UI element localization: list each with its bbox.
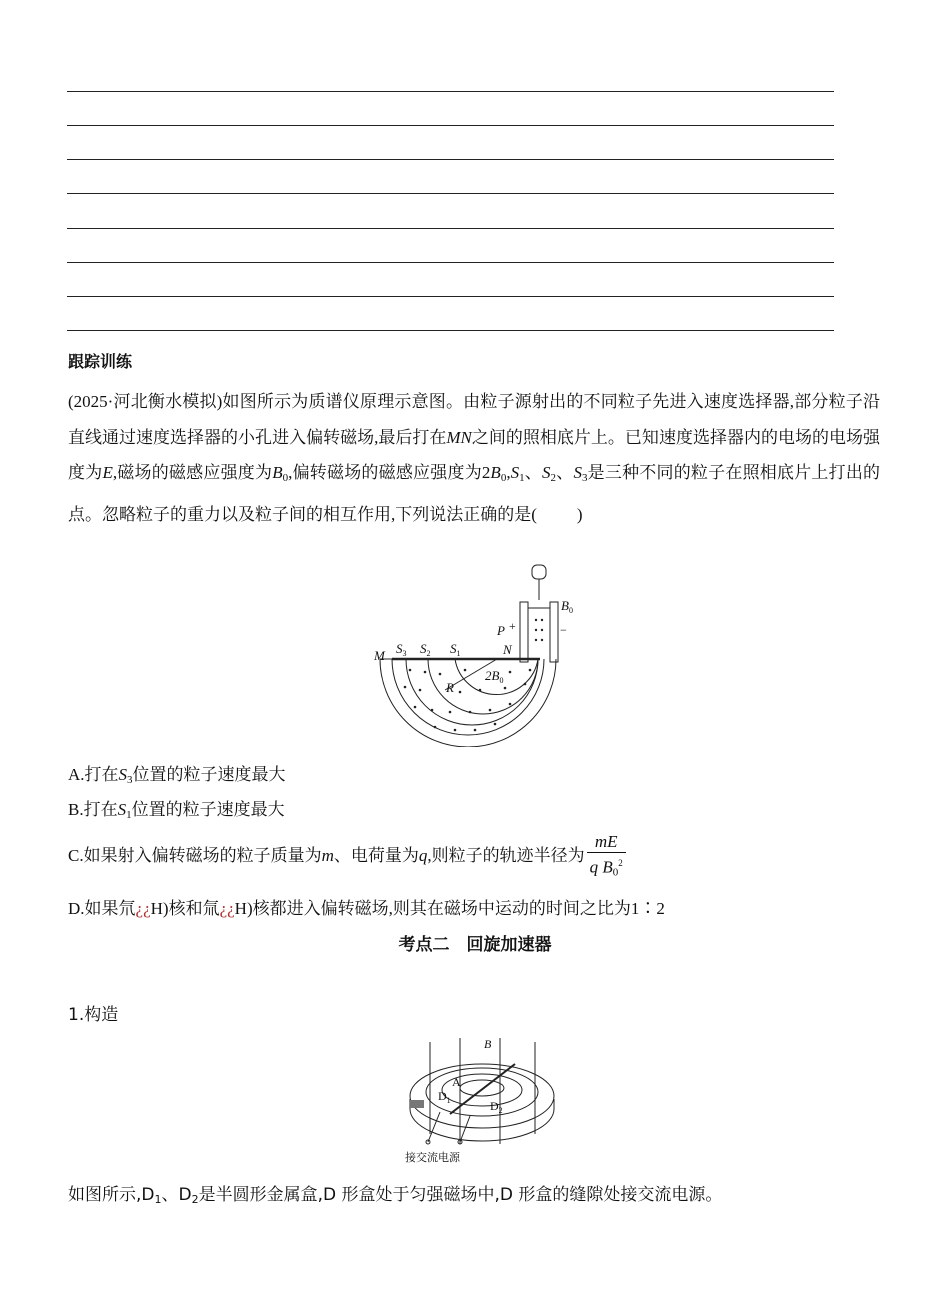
- svg-text:M: M: [374, 648, 385, 663]
- section-heading: 跟踪训练: [68, 352, 133, 371]
- subsection-title: 1.构造: [68, 1005, 119, 1025]
- answer-line-8: [67, 330, 834, 331]
- cyclotron-description: 如图所示$,D_1$、$D_2$是半圆形金属盒,D 形盒处于匀强磁场中,D 形盒的缝隙处接交流电源。: [68, 1185, 723, 1206]
- answer-line-7: [67, 296, 834, 297]
- svg-text:S2: $S_2$: [420, 641, 431, 658]
- option-d[interactable]: D.如果氘¿¿H)核和氚¿¿H)核都进入偏转磁场,则其在磁场中运动的时间之比为1∶2: [68, 899, 665, 918]
- mass-spectrometer-figure: [370, 562, 585, 747]
- svg-text:+: +: [509, 619, 516, 633]
- radius-fraction: $\frac{mE}{q B_0^2}$: [587, 832, 626, 883]
- problem-text: (2025·河北衡水模拟)如图所示为质谱仪原理示意图。由粒子源射出的不同粒子先进入速度选择器,部分粒子沿直线通过速度选择器的小孔进入偏转磁场,最后打在MN之间的照相底片上。已知速度选择器内的电场的电场强度为E,磁场的磁感应强度为$B_0$,偏转磁场的磁感应强度为$2B_0,S_1$、$S_2$、$S_3$是三种不同的粒子在照相底片上打出的点。忽略粒子的重力以及粒子间的相互作用,下列说法正确的是( ): [68, 392, 881, 524]
- answer-line-6: [67, 262, 834, 263]
- svg-text:S3: $S_3$: [396, 641, 407, 658]
- answer-line-2: [67, 125, 834, 126]
- option-c[interactable]: C.如果射入偏转磁场的粒子质量为m、电荷量为q,则粒子的轨迹半径为 $\frac{mE}{q B_0^2}$: [68, 832, 626, 883]
- svg-text:B: B: [484, 1037, 492, 1051]
- svg-text:S1: $S_1$: [450, 641, 461, 658]
- answer-line-4: [67, 193, 834, 194]
- option-b[interactable]: B.打在$S_1$位置的粒子速度最大: [68, 800, 285, 821]
- svg-text:R: R: [446, 680, 454, 695]
- answer-line-1: [67, 91, 834, 92]
- svg-text:−: −: [560, 623, 567, 637]
- svg-text:D1: $D_1$: [438, 1089, 451, 1105]
- answer-line-5: [67, 228, 834, 229]
- svg-text:A: A: [452, 1075, 461, 1089]
- svg-text:D2: $D_2$: [490, 1099, 503, 1115]
- svg-text:N: N: [503, 642, 512, 657]
- svg-text:接交流电源: 接交流电源: [405, 1151, 460, 1164]
- option-a[interactable]: A.打在$S_3$位置的粒子速度最大: [68, 765, 286, 786]
- svg-text:2B0: $2B_0$: [485, 668, 504, 685]
- cyclotron-figure: [400, 1034, 565, 1166]
- svg-text:B0: $B_0$: [561, 598, 573, 615]
- answer-line-3: [67, 159, 834, 160]
- svg-text:P: P: [497, 623, 505, 638]
- topic-title: 考点二 回旋加速器: [398, 935, 552, 955]
